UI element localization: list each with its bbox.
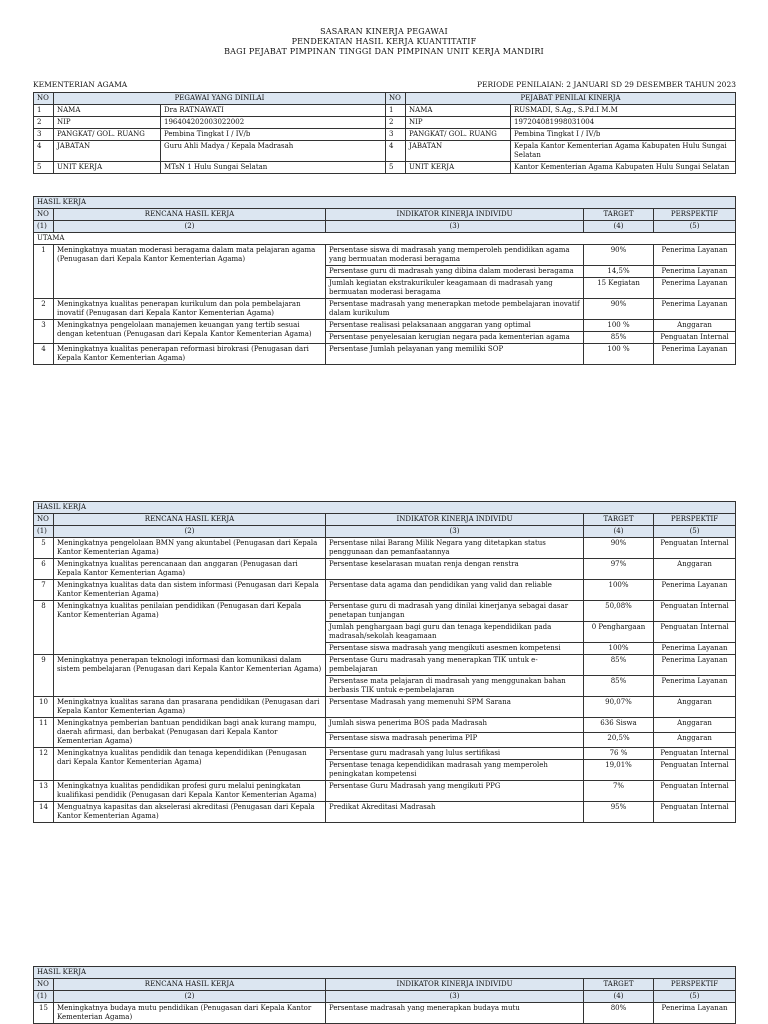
column-header-row	[34, 514, 736, 526]
evaluated-employee-value: Pembina Tingkat I / IV/b	[161, 129, 386, 141]
column-header-indikator: INDIKATOR KINERJA INDIVIDU	[326, 979, 584, 991]
perspective: Penerima Layanan	[654, 299, 736, 320]
column-number-indikator: (3)	[326, 526, 584, 538]
performance-indicator: Persentase guru di madrasah yang dibina dalam moderasi beragama	[326, 266, 584, 278]
target-value: 76 %	[584, 748, 654, 760]
row-number: 13	[34, 781, 54, 802]
row-number: 5	[34, 538, 54, 559]
performance-indicator: Jumlah penghargaan bagi guru dan tenaga kependidikan pada madrasah/sekolah keagamaan	[326, 622, 584, 643]
perspective: Penguatan Internal	[654, 781, 736, 802]
performance-table-1	[33, 196, 736, 365]
performance-table-3	[33, 966, 736, 1024]
perspective: Anggaran	[654, 320, 736, 332]
column-header-row	[34, 209, 736, 221]
performance-indicator: Persentase Guru Madrasah yang mengikuti PPG	[326, 781, 584, 802]
performance-indicator: Jumlah siswa penerima BOS pada Madrasah	[326, 718, 584, 733]
column-number-rencana: (2)	[54, 221, 326, 233]
work-plan: Meningkatnya kualitas perencanaan dan anggaran (Penugasan dari Kepala Kantor Kementerian Agama)	[54, 559, 326, 580]
column-number-perspektif: (5)	[654, 526, 736, 538]
column-header-no: NO	[34, 979, 54, 991]
perspective: Penguatan Internal	[654, 538, 736, 559]
performance-row	[34, 802, 736, 823]
work-plan: Meningkatnya kualitas penerapan reformasi birokrasi (Penugasan dari Kepala Kantor Kementerian Agama)	[54, 344, 326, 365]
identity-field-label: PANGKAT/ GOL. RUANG	[54, 129, 161, 141]
perspective: Anggaran	[654, 697, 736, 718]
row-number: 8	[34, 601, 54, 655]
row-number: 3	[34, 320, 54, 344]
identity-table	[33, 92, 736, 174]
target-value: 100 %	[584, 344, 654, 365]
row-number: 6	[34, 559, 54, 580]
perspective: Penerima Layanan	[654, 676, 736, 697]
column-number-row	[34, 221, 736, 233]
column-number-no: (1)	[34, 526, 54, 538]
performance-indicator: Persentase tenaga kependidikan madrasah yang memperoleh peningkatan kompetensi	[326, 760, 584, 781]
target-value: 90%	[584, 299, 654, 320]
identity-row-number-right: 3	[386, 129, 406, 141]
performance-row	[34, 748, 736, 760]
evaluator-value: Kepala Kantor Kementerian Agama Kabupaten Hulu Sungai Selatan	[511, 141, 736, 162]
target-value: 15 Kegiatan	[584, 278, 654, 299]
identity-row-number-right: 5	[386, 162, 406, 174]
perspective: Penguatan Internal	[654, 802, 736, 823]
identity-header-row	[34, 93, 736, 105]
column-number-perspektif: (5)	[654, 221, 736, 233]
performance-indicator: Persentase penyelesaian kerugian negara pada kementerian agama	[326, 332, 584, 344]
work-plan: Meningkatnya kualitas penilaian pendidikan (Penugasan dari Kepala Kantor Kementerian Agama)	[54, 601, 326, 655]
work-plan: Meningkatnya kualitas pendidik dan tenaga kependidikan (Penugasan dari Kepala Kantor Kementerian Agama)	[54, 748, 326, 781]
identity-field-label: NIP	[54, 117, 161, 129]
document-title: SASARAN KINERJA PEGAWAI	[320, 27, 448, 36]
target-value: 50,08%	[584, 601, 654, 622]
identity-field-label-right: UNIT KERJA	[406, 162, 511, 174]
performance-row	[34, 538, 736, 559]
target-value: 90%	[584, 245, 654, 266]
section-label: HASIL KERJA	[34, 502, 736, 514]
identity-row-number-right: 4	[386, 141, 406, 162]
identity-row-number: 1	[34, 105, 54, 117]
perspective: Penguatan Internal	[654, 622, 736, 643]
performance-row	[34, 245, 736, 266]
row-number: 1	[34, 245, 54, 299]
evaluated-employee-value: 196404202003022002	[161, 117, 386, 129]
section-label-row	[34, 197, 736, 209]
target-value: 85%	[584, 332, 654, 344]
target-value: 80%	[584, 1003, 654, 1024]
column-header-target: TARGET	[584, 209, 654, 221]
performance-row	[34, 1003, 736, 1024]
column-header-indikator: INDIKATOR KINERJA INDIVIDU	[326, 209, 584, 221]
identity-field-label-right: JABATAN	[406, 141, 511, 162]
work-plan: Meningkatnya pengelolaan manajemen keuangan yang tertib sesuai dengan ketentuan (Penugasan dari Kepala Kantor Kementerian Agama)	[54, 320, 326, 344]
performance-indicator: Persentase madrasah yang menerapkan metode pembelajaran inovatif dalam kurikulum	[326, 299, 584, 320]
perspective: Penerima Layanan	[654, 1003, 736, 1024]
evaluated-employee-value: Dra RATNAWATI	[161, 105, 386, 117]
identity-row	[34, 129, 736, 141]
evaluator-value: RUSMADI, S.Ag., S.Pd.I M.M	[511, 105, 736, 117]
row-number: 14	[34, 802, 54, 823]
column-number-row	[34, 991, 736, 1003]
identity-field-label-right: NAMA	[406, 105, 511, 117]
perspective: Anggaran	[654, 733, 736, 748]
perspective: Anggaran	[654, 718, 736, 733]
column-number-indikator: (3)	[326, 991, 584, 1003]
column-header-target: TARGET	[584, 514, 654, 526]
performance-indicator: Persentase keselarasan muatan renja dengan renstra	[326, 559, 584, 580]
row-number: 15	[34, 1003, 54, 1024]
row-number: 7	[34, 580, 54, 601]
target-value: 97%	[584, 559, 654, 580]
target-value: 90,07%	[584, 697, 654, 718]
target-value: 14,5%	[584, 266, 654, 278]
performance-indicator: Persentase siswa madrasah penerima PIP	[326, 733, 584, 748]
column-header-target: TARGET	[584, 979, 654, 991]
performance-indicator: Persentase realisasi pelaksanaan anggaran yang optimal	[326, 320, 584, 332]
work-plan: Meningkatnya pengelolaan BMN yang akuntabel (Penugasan dari Kepala Kantor Kementerian Agama)	[54, 538, 326, 559]
perspective: Penguatan Internal	[654, 760, 736, 781]
work-plan: Meningkatnya muatan moderasi beragama dalam mata pelajaran agama (Penugasan dari Kepala Kantor Kementerian Agama)	[54, 245, 326, 299]
section-label-row	[34, 502, 736, 514]
target-value: 20,5%	[584, 733, 654, 748]
column-header-rencana: RENCANA HASIL KERJA	[54, 209, 326, 221]
column-header-rencana: RENCANA HASIL KERJA	[54, 514, 326, 526]
performance-indicator: Persentase mata pelajaran di madrasah yang menggunakan bahan berbasis TIK untuk e-pembelajaran	[326, 676, 584, 697]
perspective: Penerima Layanan	[654, 266, 736, 278]
work-plan: Meningkatnya kualitas data dan sistem informasi (Penugasan dari Kepala Kantor Kementerian Agama)	[54, 580, 326, 601]
identity-row-number: 2	[34, 117, 54, 129]
performance-indicator: Persentase Madrasah yang memenuhi SPM Sarana	[326, 697, 584, 718]
column-number-perspektif: (5)	[654, 991, 736, 1003]
target-value: 7%	[584, 781, 654, 802]
perspective: Penerima Layanan	[654, 344, 736, 365]
performance-indicator: Persentase guru madrasah yang lulus sertifikasi	[326, 748, 584, 760]
identity-field-label-right: PANGKAT/ GOL. RUANG	[406, 129, 511, 141]
document-subtitle: PENDEKATAN HASIL KERJA KUANTITATIF	[291, 37, 477, 46]
column-header-perspektif: PERSPEKTIF	[654, 979, 736, 991]
perspective: Penerima Layanan	[654, 245, 736, 266]
work-plan: Meningkatnya pemberian bantuan pendidikan bagi anak kurang mampu, daerah afirmasi, dan berbakat (Penugasan dari Kepala Kantor Kementerian Agama)	[54, 718, 326, 748]
performance-row	[34, 580, 736, 601]
column-number-no: (1)	[34, 991, 54, 1003]
perspective: Penguatan Internal	[654, 748, 736, 760]
perspective: Penerima Layanan	[654, 580, 736, 601]
column-number-rencana: (2)	[54, 526, 326, 538]
identity-field-label: UNIT KERJA	[54, 162, 161, 174]
document-subtitle-2: BAGI PEJABAT PIMPINAN TINGGI DAN PIMPINAN UNIT KERJA MANDIRI	[224, 47, 544, 56]
work-plan: Menguatnya kapasitas dan akselerasi akreditasi (Penugasan dari Kepala Kantor Kementerian Agama)	[54, 802, 326, 823]
evaluated-employee-value: MTsN 1 Hulu Sungai Selatan	[161, 162, 386, 174]
target-value: 90%	[584, 538, 654, 559]
column-header-row	[34, 979, 736, 991]
column-number-row	[34, 526, 736, 538]
target-value: 19,01%	[584, 760, 654, 781]
identity-field-label: NAMA	[54, 105, 161, 117]
performance-row	[34, 697, 736, 718]
work-plan: Meningkatnya kualitas pendidikan profesi guru melalui peningkatan kualifikasi pendidik (Penugasan dari Kepala Kantor Kementerian Agama)	[54, 781, 326, 802]
section-label: HASIL KERJA	[34, 967, 736, 979]
identity-no-header: NO	[34, 93, 54, 105]
institution-name: KEMENTERIAN AGAMA	[33, 80, 128, 89]
performance-indicator: Persentase nilai Barang Milik Negara yang ditetapkan status penggunaan dan pemanfaatannya	[326, 538, 584, 559]
column-header-perspektif: PERSPEKTIF	[654, 514, 736, 526]
performance-indicator: Persentase Jumlah pelayanan yang memiliki SOP	[326, 344, 584, 365]
row-number: 9	[34, 655, 54, 697]
row-number: 4	[34, 344, 54, 365]
document-title-block	[0, 27, 768, 57]
performance-row	[34, 655, 736, 676]
row-number: 2	[34, 299, 54, 320]
work-plan: Meningkatnya kualitas penerapan kurikulum dan pola pembelajaran inovatif (Penugasan dari Kepala Kantor Kementerian Agama)	[54, 299, 326, 320]
row-number: 12	[34, 748, 54, 781]
utama-label: UTAMA	[34, 233, 736, 245]
evaluator-value: 197204081998031004	[511, 117, 736, 129]
column-number-target: (4)	[584, 221, 654, 233]
evaluator-value: Pembina Tingkat I / IV/b	[511, 129, 736, 141]
row-number: 10	[34, 697, 54, 718]
performance-row	[34, 781, 736, 802]
identity-no-header-right: NO	[386, 93, 406, 105]
performance-indicator: Predikat Akreditasi Madrasah	[326, 802, 584, 823]
target-value: 95%	[584, 802, 654, 823]
target-value: 85%	[584, 655, 654, 676]
work-plan: Meningkatnya budaya mutu pendidikan (Penugasan dari Kepala Kantor Kementerian Agama)	[54, 1003, 326, 1024]
target-value: 636 Siswa	[584, 718, 654, 733]
column-header-no: NO	[34, 514, 54, 526]
performance-indicator: Persentase Guru madrasah yang menerapkan TIK untuk e-pembelajaran	[326, 655, 584, 676]
column-number-target: (4)	[584, 526, 654, 538]
work-plan: Meningkatnya kualitas sarana dan prasarana pendidikan (Penugasan dari Kepala Kantor Kementerian Agama)	[54, 697, 326, 718]
utama-row	[34, 233, 736, 245]
identity-field-label: JABATAN	[54, 141, 161, 162]
evaluated-employee-value: Guru Ahli Madya / Kepala Madrasah	[161, 141, 386, 162]
assessment-period: PERIODE PENILAIAN: 2 JANUARI SD 29 DESEMBER TAHUN 2023	[477, 80, 736, 89]
row-number: 11	[34, 718, 54, 748]
performance-indicator: Persentase madrasah yang menerapkan budaya mutu	[326, 1003, 584, 1024]
performance-row	[34, 299, 736, 320]
column-header-perspektif: PERSPEKTIF	[654, 209, 736, 221]
target-value: 0 Penghargaan	[584, 622, 654, 643]
identity-row-number: 4	[34, 141, 54, 162]
work-plan: Meningkatnya penerapan teknologi informasi dan komunikasi dalam sistem pembelajaran (Penugasan dari Kepala Kantor Kementerian Agama)	[54, 655, 326, 697]
performance-indicator: Persentase guru di madrasah yang dinilai kinerjanya sebagai dasar penetapan tunjangan	[326, 601, 584, 622]
performance-row	[34, 718, 736, 733]
identity-row-number: 3	[34, 129, 54, 141]
column-number-indikator: (3)	[326, 221, 584, 233]
perspective: Penerima Layanan	[654, 278, 736, 299]
identity-row	[34, 162, 736, 174]
target-value: 85%	[584, 676, 654, 697]
performance-indicator: Jumlah kegiatan ekstrakurikuler keagamaan di madrasah yang bermuatan moderasi beragama	[326, 278, 584, 299]
evaluated-employee-header: PEGAWAI YANG DINILAI	[54, 93, 386, 105]
performance-table-2	[33, 501, 736, 823]
identity-row-number: 5	[34, 162, 54, 174]
perspective: Anggaran	[654, 559, 736, 580]
performance-indicator: Persentase siswa madrasah yang mengikuti asesmen kompetensi	[326, 643, 584, 655]
identity-row-number-right: 1	[386, 105, 406, 117]
performance-row	[34, 320, 736, 332]
performance-indicator: Persentase data agama dan pendidikan yang valid dan reliable	[326, 580, 584, 601]
evaluator-header: PEJABAT PENILAI KINERJA	[406, 93, 736, 105]
column-header-no: NO	[34, 209, 54, 221]
column-header-rencana: RENCANA HASIL KERJA	[54, 979, 326, 991]
identity-row	[34, 141, 736, 162]
identity-field-label-right: NIP	[406, 117, 511, 129]
identity-row-number-right: 2	[386, 117, 406, 129]
identity-row	[34, 105, 736, 117]
column-number-target: (4)	[584, 991, 654, 1003]
performance-row	[34, 559, 736, 580]
perspective: Penerima Layanan	[654, 655, 736, 676]
column-number-rencana: (2)	[54, 991, 326, 1003]
section-label: HASIL KERJA	[34, 197, 736, 209]
section-label-row	[34, 967, 736, 979]
target-value: 100 %	[584, 320, 654, 332]
evaluator-value: Kantor Kementerian Agama Kabupaten Hulu Sungai Selatan	[511, 162, 736, 174]
performance-indicator: Persentase siswa di madrasah yang memperoleh pendidikan agama yang bermuatan moderasi beragama	[326, 245, 584, 266]
perspective: Penguatan Internal	[654, 601, 736, 622]
perspective: Penerima Layanan	[654, 643, 736, 655]
perspective: Penguatan Internal	[654, 332, 736, 344]
column-number-no: (1)	[34, 221, 54, 233]
target-value: 100%	[584, 580, 654, 601]
performance-row	[34, 601, 736, 622]
target-value: 100%	[584, 643, 654, 655]
performance-row	[34, 344, 736, 365]
column-header-indikator: INDIKATOR KINERJA INDIVIDU	[326, 514, 584, 526]
identity-row	[34, 117, 736, 129]
